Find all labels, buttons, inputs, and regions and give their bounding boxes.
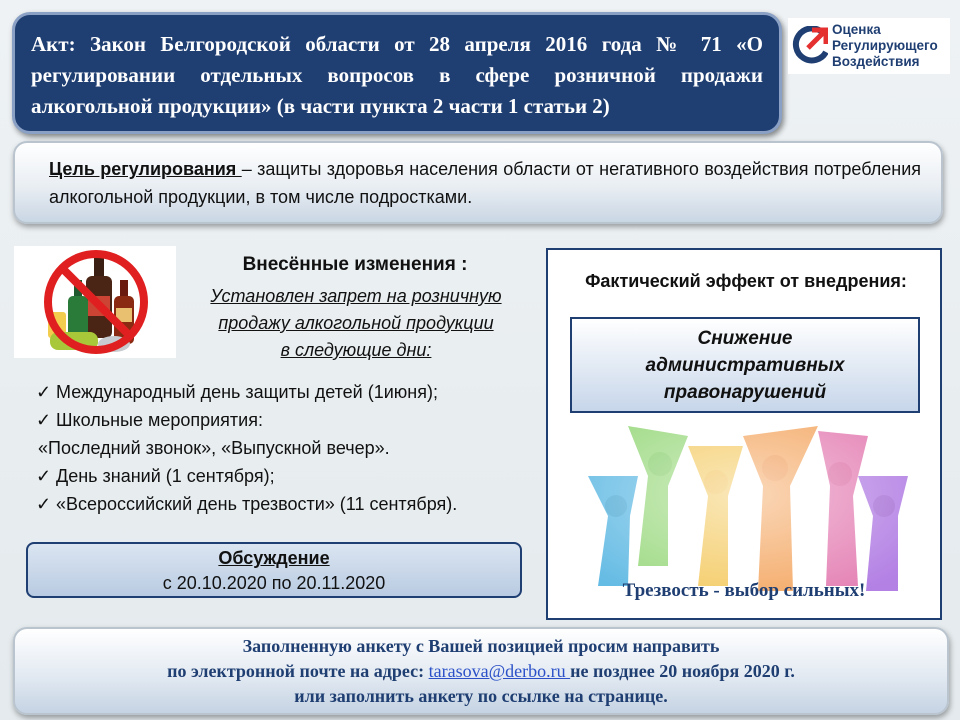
email-link[interactable]: tarasova@derbo.ru <box>428 661 571 681</box>
changes-sub-line-3: в следующие дни: <box>280 340 432 360</box>
list-item <box>36 434 556 462</box>
bottom-line-1: Заполненную анкету с Вашей позицией просим направить <box>242 636 720 656</box>
no-alcohol-icon <box>14 246 176 358</box>
list-item <box>36 462 556 490</box>
changes-title: Внесённые изменения : <box>242 254 468 275</box>
bottom-line-3: или заполнить анкету по ссылке на странице. <box>294 686 668 706</box>
list-item-text: День знаний (1 сентября); <box>56 466 275 486</box>
list-item-text: «Последний звонок», «Выпускной вечер». <box>38 438 390 458</box>
discussion-heading: Обсуждение <box>218 548 330 568</box>
logo-line-3: Воздействия <box>832 54 920 69</box>
logo-line-2: Регулирующего <box>832 38 938 53</box>
act-title <box>31 29 763 122</box>
check-icon: ✓ <box>36 410 52 430</box>
sobriety-caption: Трезвость - выбор сильных! <box>622 580 866 601</box>
list-item-text: «Всероссийский день трезвости» (11 сентября). <box>56 494 458 514</box>
title-box <box>12 12 782 134</box>
logo-line-1: Оценка <box>832 22 881 37</box>
bottom-line-2-post: не позднее 20 ноября 2020 г. <box>570 661 795 681</box>
check-icon: ✓ <box>36 466 52 486</box>
list-item <box>36 490 556 518</box>
check-icon: ✓ <box>36 382 52 402</box>
discussion-box <box>26 542 522 598</box>
goal-box <box>13 141 943 224</box>
orv-logo <box>788 18 950 74</box>
orv-logo-icon <box>792 26 828 66</box>
bottom-line-2-pre: по электронной почте на адрес: <box>167 661 429 681</box>
orv-logo-text <box>832 22 938 70</box>
restricted-days-list <box>36 378 556 518</box>
changes-sub-line-1: Установлен запрет на розничную <box>210 286 502 306</box>
list-item-text: Школьные мероприятия: <box>56 410 263 430</box>
effect-result-box <box>570 317 920 413</box>
changes-sub-line-2: продажу алкогольной продукции <box>218 313 494 333</box>
bottom-line-2 <box>15 659 947 684</box>
effect-title: Фактический эффект от внедрения: <box>585 271 907 291</box>
effect-result-line-1: Снижение <box>697 328 793 349</box>
act-prefix: Акт <box>31 32 69 56</box>
check-icon: ✓ <box>36 494 52 514</box>
act-text: : Закон Белгородской области от 28 апреля 2016 года № 71 «О регулировании отдельных вопросов в сфере розничной продажи алкогольной продукции» (в части пункта 2 части 1 статьи 2) <box>31 32 763 118</box>
effect-result-line-2: административных <box>645 355 845 376</box>
sobriety-image <box>568 416 920 612</box>
response-request-box <box>13 627 949 715</box>
list-item-text: Международный день защиты детей (1июня); <box>56 382 438 402</box>
effect-result-line-3: правонарушений <box>663 382 827 403</box>
goal-label: Цель регулирования <box>49 159 242 179</box>
list-item <box>36 406 556 434</box>
goal-text <box>49 155 921 211</box>
goal-body: – защиты здоровья населения области от негативного воздействия потребления алкогольной продукции, в том числе подростками. <box>49 159 922 207</box>
discussion-period: с 20.10.2020 по 20.11.2020 <box>162 573 386 593</box>
list-item <box>36 378 556 406</box>
changes-subtitle <box>170 283 542 364</box>
